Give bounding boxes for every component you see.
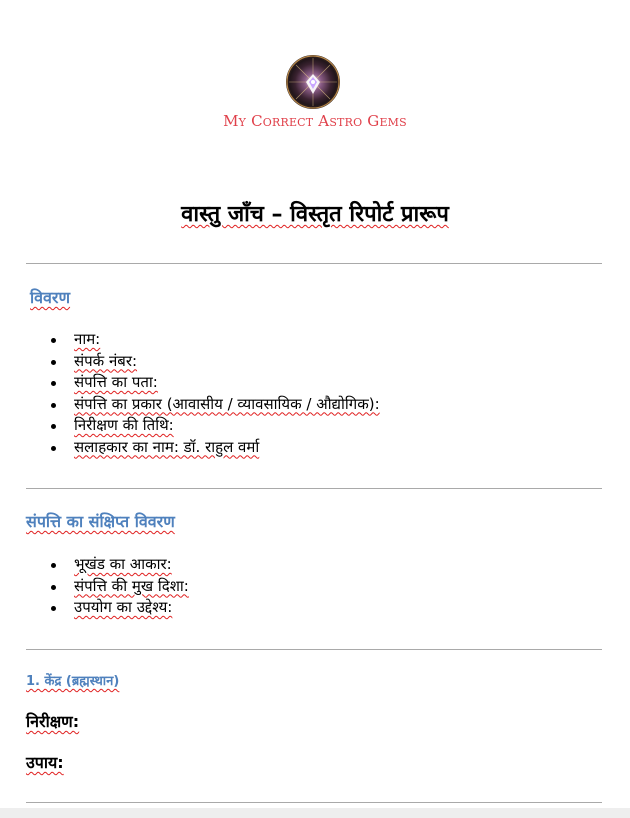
list-item-text: संपर्क नंबर: <box>74 351 138 370</box>
property-list <box>48 554 189 619</box>
observation-label <box>26 710 79 732</box>
details-list <box>48 329 380 458</box>
list-item-text: निरीक्षण की तिथि: <box>74 416 174 434</box>
list-item-text: नाम: <box>74 330 101 348</box>
remedy-label <box>26 751 64 773</box>
property-heading-text: संपत्ति का संक्षिप्त विवरण <box>26 512 175 531</box>
list-item <box>48 597 189 619</box>
divider <box>26 488 602 489</box>
divider <box>26 263 602 264</box>
list-item <box>48 576 189 598</box>
details-heading-text: विवरण <box>30 288 71 307</box>
page-edge <box>0 808 630 818</box>
list-item-text: संपत्ति की मुख दिशा: <box>74 576 189 595</box>
list-item-text: संपत्ति का प्रकार (आवासीय / व्यावसायिक / औद्योगिक): <box>74 394 380 413</box>
list-item <box>48 351 380 373</box>
center-heading-text: 1. केंद्र (ब्रह्मस्थान) <box>26 674 120 689</box>
remedy-label-text: उपाय: <box>26 753 64 772</box>
list-item <box>48 415 380 437</box>
divider <box>26 802 602 803</box>
list-item <box>48 394 380 416</box>
brand-name: My Correct Astro Gems <box>223 112 407 130</box>
page-title-text: वास्तु जाँच – विस्तृत रिपोर्ट प्रारूप <box>181 202 449 227</box>
property-heading <box>26 510 175 532</box>
list-item-text: सलाहकार का नाम: डॉ. राहुल वर्मा <box>74 437 260 456</box>
list-item <box>48 329 380 351</box>
list-item <box>48 372 380 394</box>
page-title <box>0 198 630 228</box>
list-item-text: उपयोग का उद्देश्य: <box>74 598 173 616</box>
list-item <box>48 554 189 576</box>
divider <box>26 649 602 650</box>
center-heading <box>26 671 119 689</box>
list-item-text: भूखंड का आकार: <box>74 555 172 573</box>
list-item <box>48 437 380 459</box>
observation-label-text: निरीक्षण: <box>26 712 80 731</box>
brand-logo-icon <box>285 54 341 110</box>
list-item-text: संपत्ति का पता: <box>74 373 158 391</box>
details-heading <box>30 286 70 308</box>
